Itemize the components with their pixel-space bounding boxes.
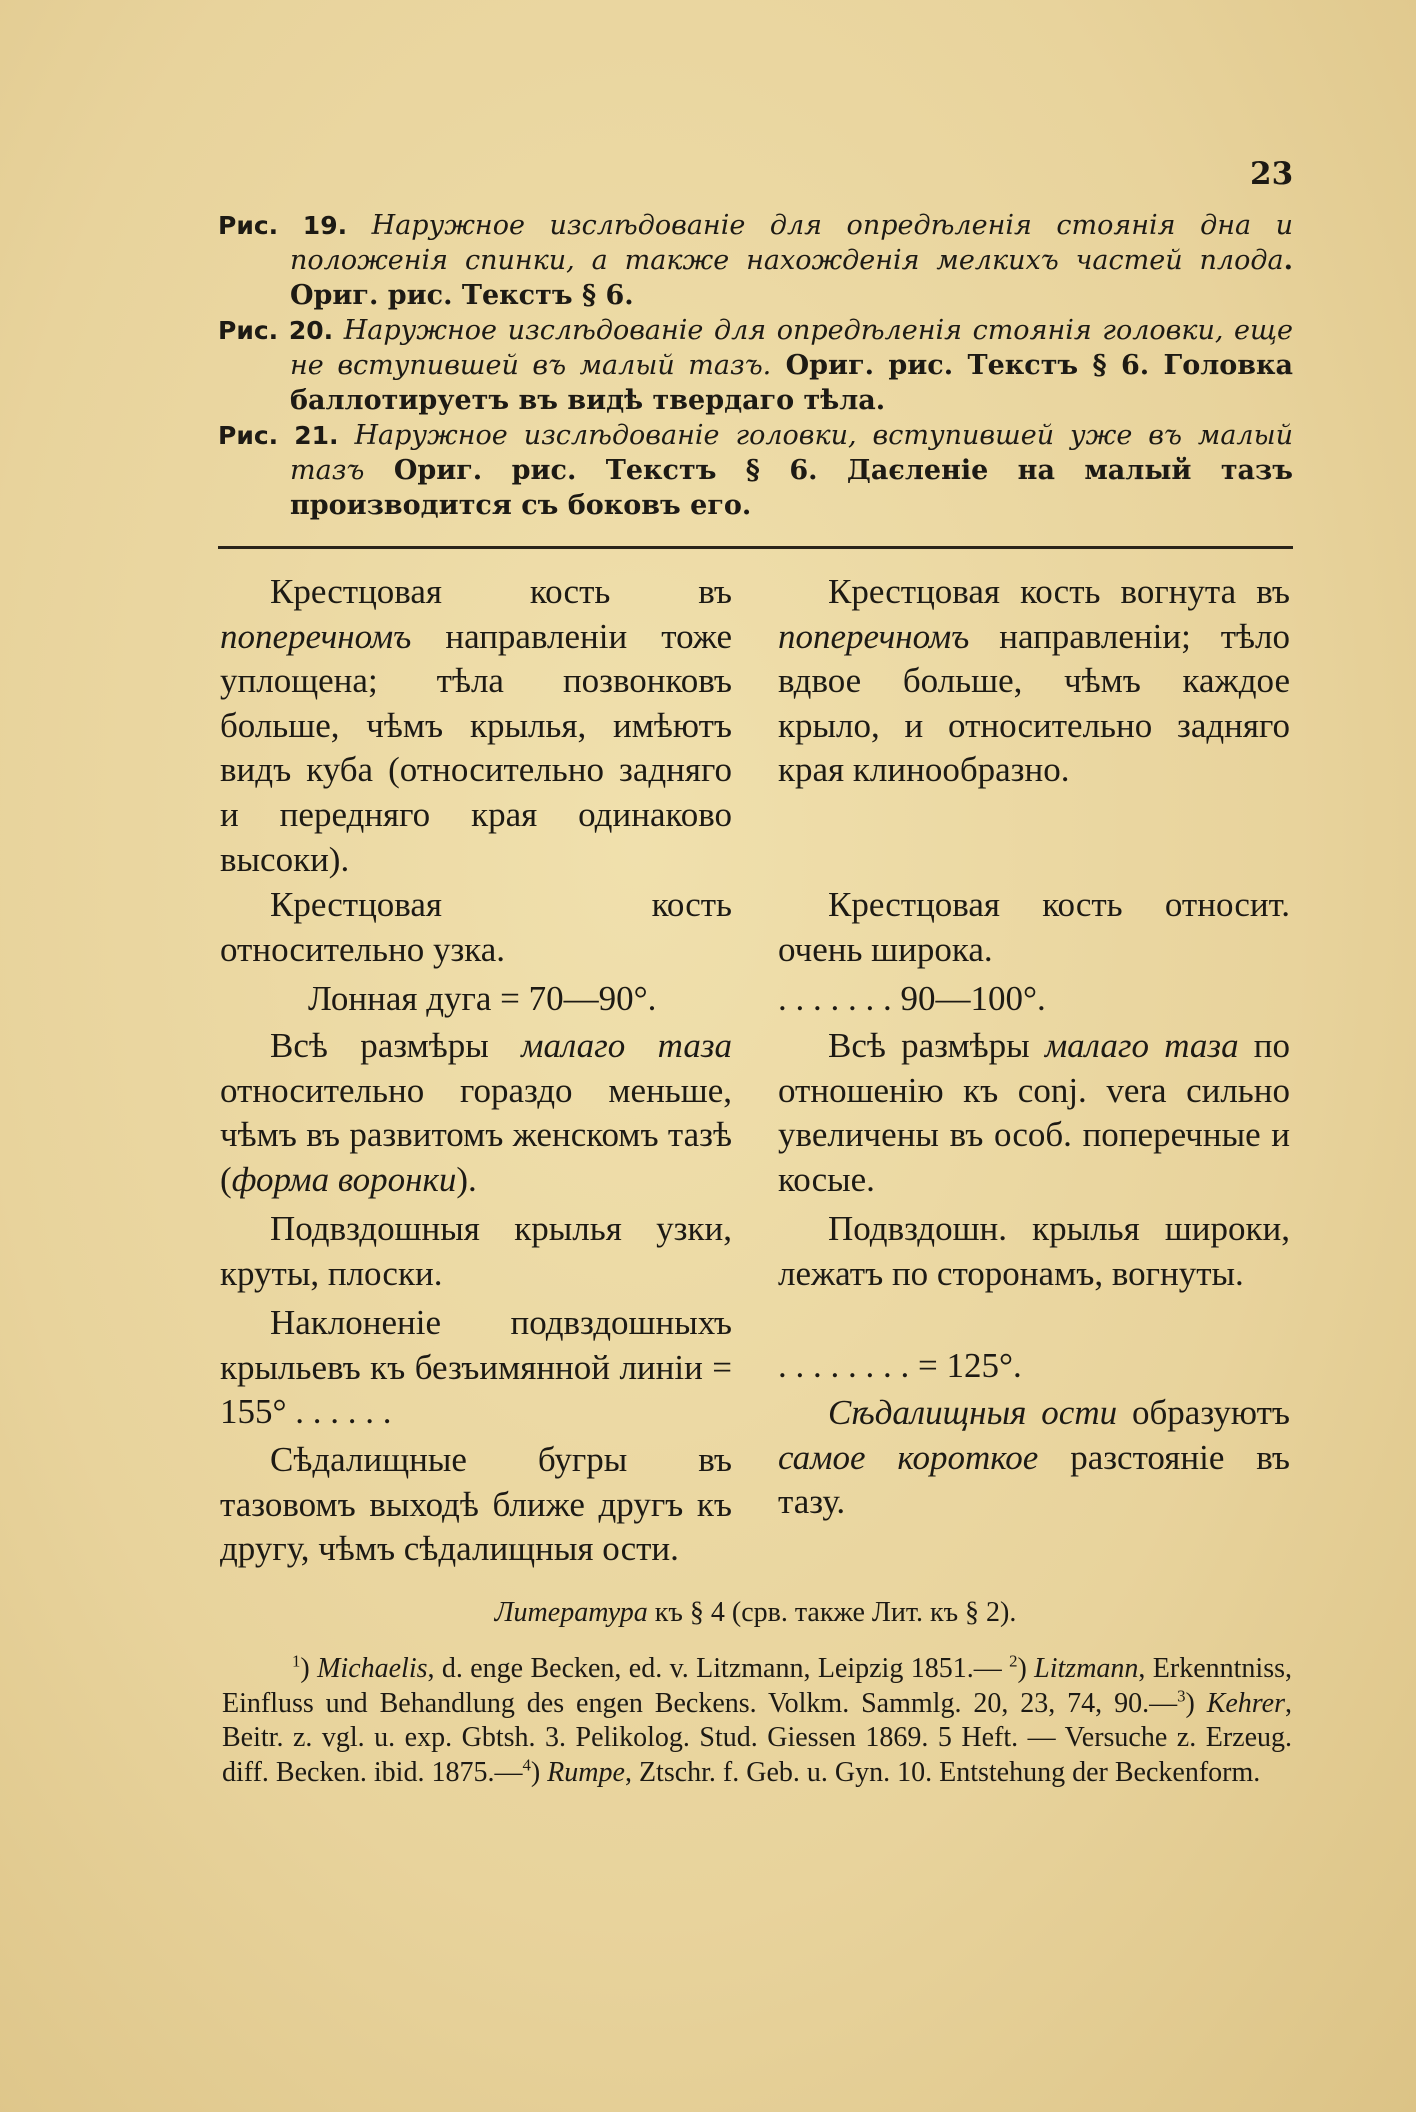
figure-captions (218, 208, 1293, 523)
left-paragraph: Лонная дуга = 70—90°. (308, 979, 657, 1018)
left-paragraph: Всѣ размѣры малаго таза относительно гораздо меньше, чѣмъ въ развитомъ женскомъ тазѣ (форма воронки). (220, 1026, 732, 1199)
right-paragraph: . . . . . . . . = 125°. (778, 1346, 1022, 1385)
right-paragraph: . . . . . . . 90—100°. (778, 979, 1046, 1018)
left-paragraph: Крестцовая кость въ поперечномъ направленіи тоже уплощена; тѣла позвонковъ больше, чѣмъ крылья, имѣютъ видъ куба (относительно задняго и передняго края одинаково высоки). (220, 572, 732, 879)
literature-references: $^1$) Michaelis, d. enge Becken, ed. v. Litzmann, Leipzig 1851.— $^2$) Litzmann, Erkenntniss, Einfluss und Behandlung des engen Beckens. Volkm. Sammlg. 20, 23, 74, 90.—$^3$) Kehrer, Beitr. z. vgl. u. exp. Gbtsh. 3. Pelikolog. Stud. Giessen 1869. 5 Heft. — Versuche z. Erzeug. diff. Becken. ibid. 1875.—$^4$) Rumpe, Ztschr. f. Geb. u. Gyn. 10. Entstehung der Beckenform. (222, 1651, 1292, 1788)
right-paragraph: Крестцовая кость относит. очень широка. (778, 885, 1290, 969)
left-paragraph: Крестцовая кость относительно узка. (220, 885, 732, 969)
caption-fig-21: Рис. 21. Наружное изслѣдованіе головки, вступившей уже въ малый тазъ Ориг. рис. Текстъ § 6. Даєленіе на малый тазъ производится съ боковъ его. (218, 420, 1293, 521)
literature-heading: Литература къ § 4 (срв. также Лит. къ § 2). (494, 1597, 1017, 1628)
right-paragraph: Всѣ размѣры малаго таза по отношенію къ conj. vera сильно увеличены въ особ. поперечные и косые. (778, 1026, 1291, 1199)
right-paragraph: Подвздошн. крылья широки, лежатъ по сторонамъ, вогнуты. (778, 1209, 1290, 1293)
caption-fig-19: Рис. 19. Наружное изслѣдованіе для опредѣленія стоянія дна и положенія спинки, а также нахожденія мелкихъ частей плода. Ориг. рис. Текстъ § 6. (218, 210, 1294, 311)
left-column (220, 570, 732, 1572)
caption-fig-20: Рис. 20. Наружное изслѣдованіе для опредѣленія стоянія головки, еще не вступившей въ малый тазъ. Ориг. рис. Текстъ § 6. Головка баллотируетъ въ видѣ твердаго тѣла. (218, 315, 1294, 416)
left-paragraph: Сѣдалищные бугры въ тазовомъ выходѣ ближе другъ къ другу, чѣмъ сѣдалищныя ости. (220, 1440, 732, 1569)
left-paragraph: Подвздошныя крылья узки, круты, плоски. (220, 1209, 732, 1293)
page-number: 23 (1250, 156, 1294, 192)
left-paragraph: Наклоненіе подвздошныхъ крыльевъ къ безъимянной линіи = 155° . . . . . . (220, 1303, 732, 1432)
section-divider (218, 546, 1293, 549)
right-paragraph: Крестцовая кость вогнута въ поперечномъ направленіи; тѣло вдвое больше, чѣмъ каждое крыло, и относительно задняго края клинообразно. (778, 572, 1290, 790)
right-paragraph: Сѣдалищныя ости образуютъ самое короткое разстояніе въ тазу. (778, 1393, 1291, 1522)
right-column (778, 570, 1290, 1525)
